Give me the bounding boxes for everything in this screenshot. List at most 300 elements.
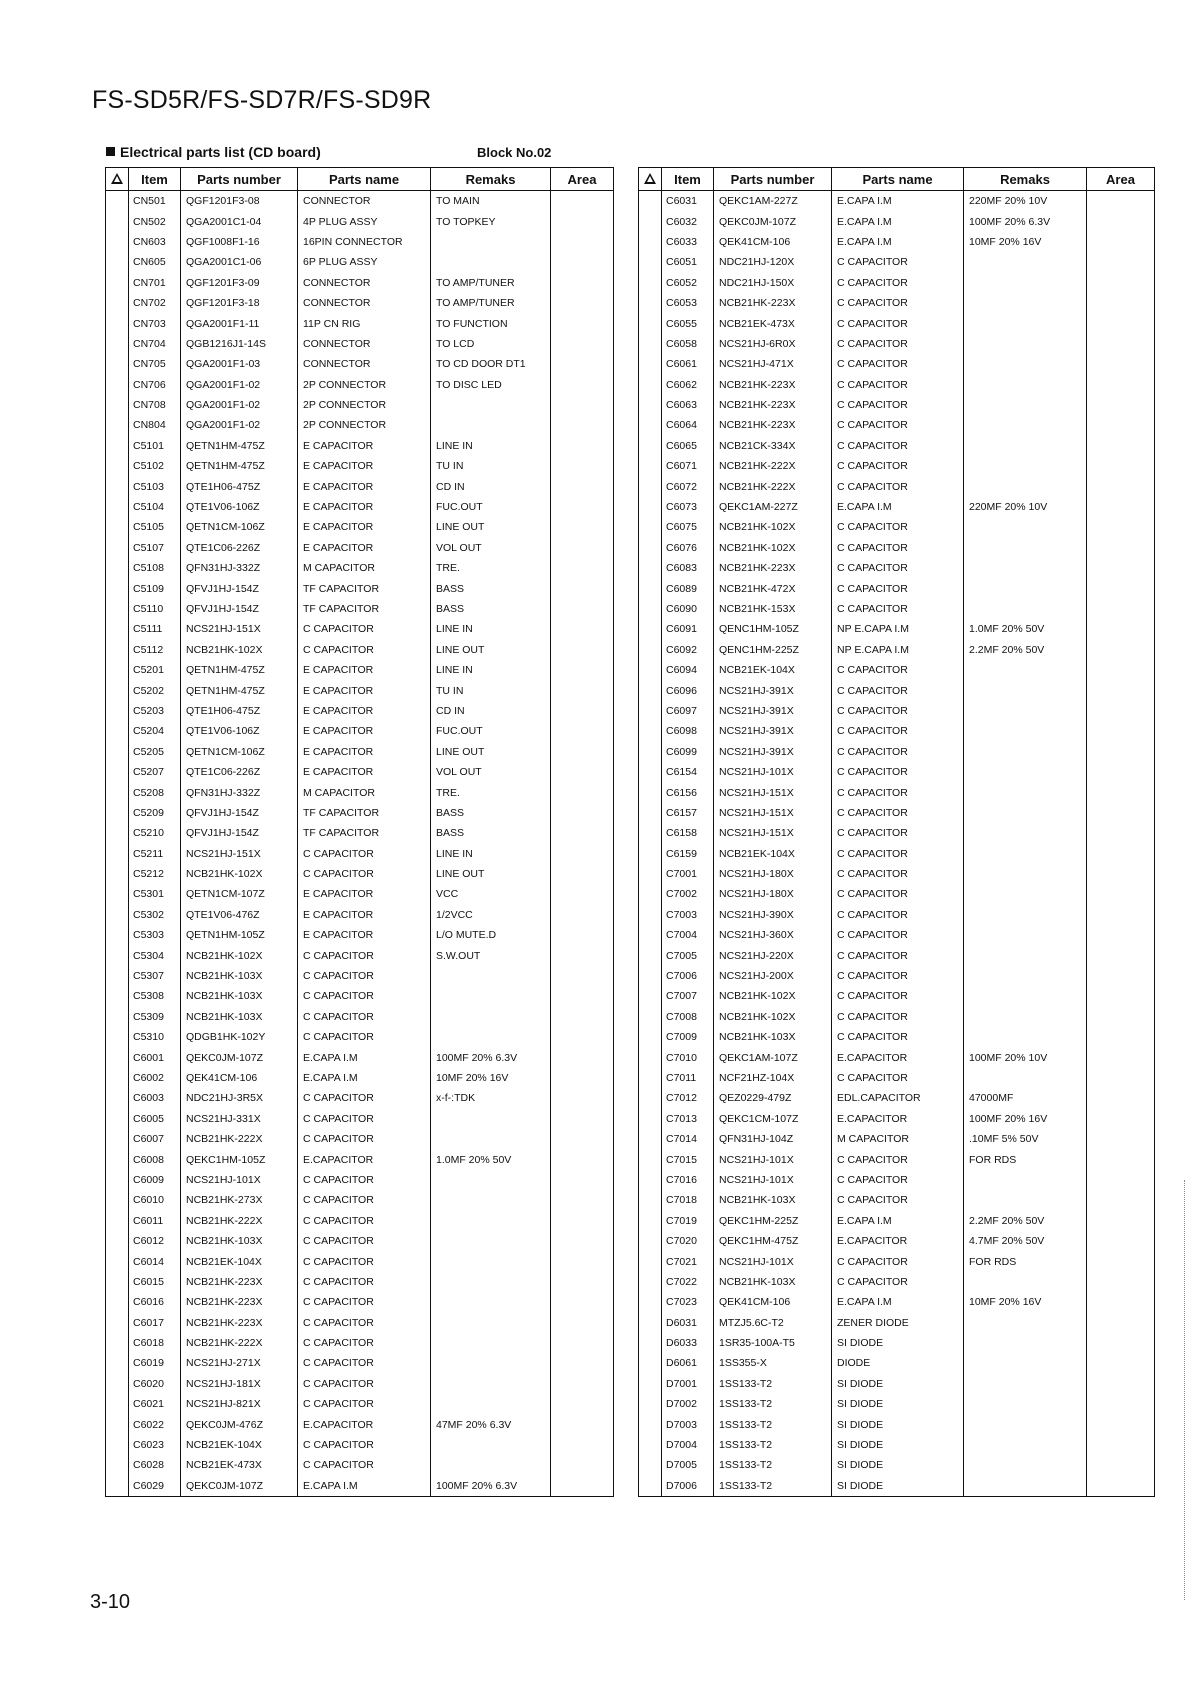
warning-cell xyxy=(106,680,129,700)
part-name-cell: C CAPACITOR xyxy=(832,538,964,558)
item-cell: C5308 xyxy=(129,986,181,1006)
remarks-cell: BASS xyxy=(431,578,551,598)
table-row xyxy=(639,1353,1155,1373)
part-number-cell: QEK41CM-106 xyxy=(181,1068,298,1088)
remarks-cell xyxy=(964,436,1087,456)
part-number-cell: NCS21HJ-151X xyxy=(714,823,832,843)
table-row xyxy=(639,1394,1155,1414)
table-row xyxy=(106,354,614,374)
warning-cell xyxy=(639,864,662,884)
item-cell: C7010 xyxy=(662,1047,714,1067)
parts-table-left xyxy=(105,167,614,1497)
area-cell xyxy=(1087,1231,1155,1251)
warning-cell xyxy=(639,1068,662,1088)
item-cell: C5209 xyxy=(129,803,181,823)
part-name-cell: C CAPACITOR xyxy=(298,1190,431,1210)
remarks-cell xyxy=(431,395,551,415)
part-name-cell: C CAPACITOR xyxy=(832,680,964,700)
part-number-cell: 1SS133-T2 xyxy=(714,1476,832,1497)
remarks-cell xyxy=(964,354,1087,374)
part-number-cell: QENC1HM-105Z xyxy=(714,619,832,639)
warning-cell xyxy=(106,1353,129,1373)
remarks-cell: LINE IN xyxy=(431,844,551,864)
remarks-cell xyxy=(964,1374,1087,1394)
part-number-cell: QEKC0JM-107Z xyxy=(714,211,832,231)
part-name-cell: E.CAPA I.M xyxy=(832,191,964,212)
part-name-cell: C CAPACITOR xyxy=(298,1170,431,1190)
remarks-cell: TO LCD xyxy=(431,334,551,354)
part-number-cell: NCB21HK-222X xyxy=(181,1129,298,1149)
part-number-cell: QGA2001F1-02 xyxy=(181,415,298,435)
warning-cell xyxy=(106,538,129,558)
model-title: FS-SD5R/FS-SD7R/FS-SD9R xyxy=(92,86,432,114)
area-cell xyxy=(551,252,614,272)
part-number-cell: NCB21HK-222X xyxy=(181,1333,298,1353)
remarks-cell xyxy=(431,1027,551,1047)
warning-cell xyxy=(106,619,129,639)
part-number-cell: NCS21HJ-821X xyxy=(181,1394,298,1414)
item-cell: C6092 xyxy=(662,640,714,660)
item-cell: C7014 xyxy=(662,1129,714,1149)
table-row xyxy=(106,456,614,476)
table-row xyxy=(106,1414,614,1434)
warning-cell xyxy=(106,293,129,313)
warning-cell xyxy=(106,1190,129,1210)
area-cell xyxy=(1087,905,1155,925)
remarks-cell xyxy=(431,1251,551,1271)
remarks-cell xyxy=(964,925,1087,945)
warning-cell xyxy=(639,599,662,619)
remarks-cell xyxy=(964,293,1087,313)
part-name-cell: SI DIODE xyxy=(832,1414,964,1434)
remarks-cell xyxy=(964,680,1087,700)
remarks-cell: 2.2MF 20% 50V xyxy=(964,1211,1087,1231)
remarks-cell: TO CD DOOR DT1 xyxy=(431,354,551,374)
warning-cell xyxy=(106,599,129,619)
area-cell xyxy=(551,1292,614,1312)
remarks-cell xyxy=(964,599,1087,619)
item-cell: C6156 xyxy=(662,782,714,802)
part-name-cell: C CAPACITOR xyxy=(832,925,964,945)
warning-column-header xyxy=(639,168,662,191)
part-name-cell: C CAPACITOR xyxy=(832,252,964,272)
part-name-cell: C CAPACITOR xyxy=(832,395,964,415)
item-cell: CN605 xyxy=(129,252,181,272)
item-cell: C6094 xyxy=(662,660,714,680)
area-cell xyxy=(551,1170,614,1190)
warning-cell xyxy=(106,354,129,374)
remarks-cell xyxy=(431,1170,551,1190)
table-row xyxy=(639,1088,1155,1108)
area-column-header: Area xyxy=(551,168,614,191)
remarks-cell: VCC xyxy=(431,884,551,904)
item-cell: C5111 xyxy=(129,619,181,639)
area-cell xyxy=(1087,436,1155,456)
part-number-cell: NCS21HJ-180X xyxy=(714,884,832,904)
item-cell: C6083 xyxy=(662,558,714,578)
area-cell xyxy=(1087,1149,1155,1169)
part-number-cell: QETN1HM-475Z xyxy=(181,456,298,476)
area-cell xyxy=(551,1149,614,1169)
part-number-cell: QTE1C06-226Z xyxy=(181,762,298,782)
part-number-cell: NCS21HJ-200X xyxy=(714,966,832,986)
part-name-cell: C CAPACITOR xyxy=(832,1251,964,1271)
part-name-cell: E CAPACITOR xyxy=(298,742,431,762)
remarks-cell: FOR RDS xyxy=(964,1149,1087,1169)
part-name-cell: E CAPACITOR xyxy=(298,701,431,721)
table-row xyxy=(639,1333,1155,1353)
area-cell xyxy=(551,211,614,231)
warning-cell xyxy=(106,334,129,354)
item-cell: C5304 xyxy=(129,945,181,965)
area-cell xyxy=(1087,1211,1155,1231)
warning-cell xyxy=(106,945,129,965)
item-cell: C6097 xyxy=(662,701,714,721)
item-cell: C6064 xyxy=(662,415,714,435)
item-cell: C5208 xyxy=(129,782,181,802)
item-cell: C6017 xyxy=(129,1312,181,1332)
warning-cell xyxy=(106,1047,129,1067)
remarks-cell: 1/2VCC xyxy=(431,905,551,925)
area-cell xyxy=(1087,1312,1155,1332)
warning-cell xyxy=(106,844,129,864)
area-cell xyxy=(1087,742,1155,762)
remarks-cell: 100MF 20% 6.3V xyxy=(964,211,1087,231)
part-number-cell: QEKC1HM-475Z xyxy=(714,1231,832,1251)
remarks-cell: TO DISC LED xyxy=(431,375,551,395)
table-row xyxy=(106,497,614,517)
part-name-cell: C CAPACITOR xyxy=(298,1088,431,1108)
part-name-cell: SI DIODE xyxy=(832,1455,964,1475)
part-name-cell: 6P PLUG ASSY xyxy=(298,252,431,272)
area-cell xyxy=(1087,1170,1155,1190)
remarks-cell xyxy=(431,1455,551,1475)
table-row xyxy=(106,803,614,823)
table-row xyxy=(106,844,614,864)
remarks-cell xyxy=(431,232,551,252)
table-row xyxy=(106,375,614,395)
part-number-cell: QGA2001C1-04 xyxy=(181,211,298,231)
part-number-cell: NCS21HJ-151X xyxy=(714,803,832,823)
item-cell: C5302 xyxy=(129,905,181,925)
part-name-cell: C CAPACITOR xyxy=(832,803,964,823)
part-number-cell: QETN1CM-106Z xyxy=(181,517,298,537)
part-name-cell: C CAPACITOR xyxy=(298,1312,431,1332)
part-number-cell: MTZJ5.6C-T2 xyxy=(714,1312,832,1332)
part-number-column-header: Parts number xyxy=(181,168,298,191)
area-cell xyxy=(551,884,614,904)
table-row xyxy=(106,558,614,578)
warning-cell xyxy=(639,1190,662,1210)
remarks-cell xyxy=(964,844,1087,864)
part-name-cell: C CAPACITOR xyxy=(298,1251,431,1271)
warning-cell xyxy=(106,273,129,293)
part-number-cell: NCB21HK-102X xyxy=(714,538,832,558)
part-name-cell: C CAPACITOR xyxy=(832,660,964,680)
warning-cell xyxy=(106,1292,129,1312)
area-cell xyxy=(1087,211,1155,231)
part-number-cell: NCB21HK-223X xyxy=(181,1272,298,1292)
table-row xyxy=(106,1455,614,1475)
part-name-cell: SI DIODE xyxy=(832,1333,964,1353)
warning-cell xyxy=(106,395,129,415)
remarks-cell: CD IN xyxy=(431,476,551,496)
part-name-cell: C CAPACITOR xyxy=(832,517,964,537)
remarks-cell xyxy=(431,1353,551,1373)
part-number-cell: NCS21HJ-390X xyxy=(714,905,832,925)
warning-cell xyxy=(639,782,662,802)
part-number-cell: NCS21HJ-360X xyxy=(714,925,832,945)
remarks-cell xyxy=(964,1190,1087,1210)
part-name-cell: TF CAPACITOR xyxy=(298,823,431,843)
area-column-header: Area xyxy=(1087,168,1155,191)
part-name-cell: C CAPACITOR xyxy=(832,313,964,333)
table-row xyxy=(106,1129,614,1149)
part-number-cell: QEK41CM-106 xyxy=(714,1292,832,1312)
item-cell: C6157 xyxy=(662,803,714,823)
remarks-cell xyxy=(431,1292,551,1312)
item-cell: C6015 xyxy=(129,1272,181,1292)
item-cell: CN704 xyxy=(129,334,181,354)
item-cell: CN502 xyxy=(129,211,181,231)
remarks-cell: VOL OUT xyxy=(431,538,551,558)
parts-table-right xyxy=(638,167,1155,1497)
item-cell: C6053 xyxy=(662,293,714,313)
area-cell xyxy=(551,742,614,762)
table-row xyxy=(639,1312,1155,1332)
item-cell: CN804 xyxy=(129,415,181,435)
warning-cell xyxy=(639,1251,662,1271)
part-name-cell: C CAPACITOR xyxy=(832,436,964,456)
part-name-cell: C CAPACITOR xyxy=(832,476,964,496)
part-number-cell: QFN31HJ-104Z xyxy=(714,1129,832,1149)
area-cell xyxy=(551,538,614,558)
part-name-cell: C CAPACITOR xyxy=(832,945,964,965)
item-cell: D7002 xyxy=(662,1394,714,1414)
part-number-cell: NCB21HK-223X xyxy=(714,558,832,578)
item-cell: C6029 xyxy=(129,1476,181,1497)
remarks-cell: VOL OUT xyxy=(431,762,551,782)
warning-cell xyxy=(106,721,129,741)
area-cell xyxy=(551,375,614,395)
remarks-cell: 10MF 20% 16V xyxy=(964,232,1087,252)
item-cell: C6028 xyxy=(129,1455,181,1475)
item-cell: C5101 xyxy=(129,436,181,456)
part-number-cell: NCB21HK-223X xyxy=(714,415,832,435)
part-name-cell: C CAPACITOR xyxy=(298,1231,431,1251)
warning-cell xyxy=(639,884,662,904)
remarks-cell xyxy=(431,1231,551,1251)
warning-cell xyxy=(639,1007,662,1027)
area-cell xyxy=(551,864,614,884)
table-row xyxy=(639,1170,1155,1190)
item-cell: C5109 xyxy=(129,578,181,598)
area-cell xyxy=(1087,395,1155,415)
table-row xyxy=(639,680,1155,700)
part-number-cell: NCS21HJ-101X xyxy=(714,1170,832,1190)
part-name-cell: E CAPACITOR xyxy=(298,476,431,496)
area-cell xyxy=(551,1088,614,1108)
part-number-cell: 1SS133-T2 xyxy=(714,1414,832,1434)
area-cell xyxy=(1087,1455,1155,1475)
table-row xyxy=(639,762,1155,782)
item-cell: C7009 xyxy=(662,1027,714,1047)
table-row xyxy=(106,1088,614,1108)
part-number-cell: NCB21HK-103X xyxy=(181,1231,298,1251)
item-cell: C6011 xyxy=(129,1211,181,1231)
table-row xyxy=(106,1068,614,1088)
warning-cell xyxy=(639,456,662,476)
table-row xyxy=(106,1231,614,1251)
area-cell xyxy=(551,436,614,456)
part-name-cell: 2P CONNECTOR xyxy=(298,415,431,435)
part-number-cell: QETN1HM-475Z xyxy=(181,680,298,700)
part-name-cell: E CAPACITOR xyxy=(298,497,431,517)
remarks-cell: TRE. xyxy=(431,782,551,802)
remarks-cell: L/O MUTE.D xyxy=(431,925,551,945)
remarks-cell xyxy=(431,986,551,1006)
area-cell xyxy=(1087,476,1155,496)
table-row xyxy=(639,1435,1155,1455)
part-name-cell: 11P CN RIG xyxy=(298,313,431,333)
table-row xyxy=(639,1007,1155,1027)
part-number-cell: NCS21HJ-151X xyxy=(714,782,832,802)
item-cell: C7006 xyxy=(662,966,714,986)
item-cell: D6031 xyxy=(662,1312,714,1332)
item-cell: C6055 xyxy=(662,313,714,333)
area-cell xyxy=(1087,456,1155,476)
remarks-cell: 100MF 20% 6.3V xyxy=(431,1476,551,1497)
table-row xyxy=(639,191,1155,212)
remarks-cell xyxy=(964,1476,1087,1497)
part-name-cell: C CAPACITOR xyxy=(832,456,964,476)
area-cell xyxy=(1087,1414,1155,1434)
warning-cell xyxy=(639,1129,662,1149)
warning-cell xyxy=(639,1211,662,1231)
area-cell xyxy=(1087,680,1155,700)
scan-edge-mark xyxy=(1184,1180,1187,1600)
part-name-cell: CONNECTOR xyxy=(298,354,431,374)
area-cell xyxy=(551,803,614,823)
warning-cell xyxy=(639,354,662,374)
part-number-cell: NCB21HK-102X xyxy=(181,640,298,660)
table-row xyxy=(106,211,614,231)
warning-cell xyxy=(639,803,662,823)
warning-cell xyxy=(639,1455,662,1475)
item-cell: C6032 xyxy=(662,211,714,231)
remarks-cell: x-f-:TDK xyxy=(431,1088,551,1108)
part-name-cell: E.CAPA I.M xyxy=(832,1292,964,1312)
area-cell xyxy=(1087,864,1155,884)
warning-cell xyxy=(639,721,662,741)
warning-cell xyxy=(106,1455,129,1475)
area-cell xyxy=(1087,558,1155,578)
warning-cell xyxy=(106,905,129,925)
part-name-cell: C CAPACITOR xyxy=(298,986,431,1006)
item-cell: C5307 xyxy=(129,966,181,986)
part-name-cell: C CAPACITOR xyxy=(832,721,964,741)
part-name-cell: E CAPACITOR xyxy=(298,925,431,945)
area-cell xyxy=(551,1027,614,1047)
section-subtitle: (CD board) xyxy=(248,144,321,160)
item-cell: C7023 xyxy=(662,1292,714,1312)
remarks-cell xyxy=(964,252,1087,272)
part-name-cell: E CAPACITOR xyxy=(298,538,431,558)
part-number-cell: 1SS355-X xyxy=(714,1353,832,1373)
warning-column-header xyxy=(106,168,129,191)
part-number-cell: QEK41CM-106 xyxy=(714,232,832,252)
block-number: Block No.02 xyxy=(477,145,552,160)
square-bullet-icon xyxy=(106,147,115,156)
warning-cell xyxy=(106,1211,129,1231)
item-cell: C6010 xyxy=(129,1190,181,1210)
area-cell xyxy=(1087,1007,1155,1027)
warning-cell xyxy=(106,1109,129,1129)
remarks-cell: 4.7MF 20% 50V xyxy=(964,1231,1087,1251)
area-cell xyxy=(1087,640,1155,660)
item-cell: C7012 xyxy=(662,1088,714,1108)
table-row xyxy=(106,762,614,782)
part-number-cell: NDC21HJ-120X xyxy=(714,252,832,272)
warning-cell xyxy=(639,680,662,700)
area-cell xyxy=(1087,1027,1155,1047)
warning-cell xyxy=(106,742,129,762)
area-cell xyxy=(551,1047,614,1067)
part-number-cell: NCS21HJ-391X xyxy=(714,721,832,741)
remarks-cell: FOR RDS xyxy=(964,1251,1087,1271)
area-cell xyxy=(551,701,614,721)
part-number-cell: NCB21HK-102X xyxy=(714,517,832,537)
part-name-cell: C CAPACITOR xyxy=(832,1149,964,1169)
table-row xyxy=(106,293,614,313)
item-cell: C7004 xyxy=(662,925,714,945)
part-number-cell: 1SR35-100A-T5 xyxy=(714,1333,832,1353)
item-cell: C5204 xyxy=(129,721,181,741)
item-cell: D7001 xyxy=(662,1374,714,1394)
table-row xyxy=(639,884,1155,904)
remarks-cell xyxy=(431,1109,551,1129)
part-number-cell: NCB21HK-223X xyxy=(714,293,832,313)
remarks-cell: 2.2MF 20% 50V xyxy=(964,640,1087,660)
table-row xyxy=(639,456,1155,476)
remarks-cell xyxy=(964,415,1087,435)
part-number-cell: NCB21HK-222X xyxy=(714,456,832,476)
area-cell xyxy=(551,1251,614,1271)
table-row xyxy=(106,925,614,945)
table-row xyxy=(106,1149,614,1169)
area-cell xyxy=(551,1455,614,1475)
part-number-cell: NCB21EK-104X xyxy=(714,844,832,864)
warning-cell xyxy=(106,558,129,578)
item-cell: C6073 xyxy=(662,497,714,517)
part-number-cell: NCS21HJ-391X xyxy=(714,701,832,721)
remarks-cell xyxy=(964,1272,1087,1292)
item-cell: C6003 xyxy=(129,1088,181,1108)
table-row xyxy=(639,558,1155,578)
part-name-cell: C CAPACITOR xyxy=(832,864,964,884)
area-cell xyxy=(1087,538,1155,558)
part-number-cell: NCS21HJ-151X xyxy=(181,844,298,864)
part-number-cell: QEKC0JM-107Z xyxy=(181,1047,298,1067)
warning-cell xyxy=(639,945,662,965)
remarks-cell xyxy=(964,966,1087,986)
part-name-cell: NP E.CAPA I.M xyxy=(832,640,964,660)
warning-cell xyxy=(639,1312,662,1332)
area-cell xyxy=(551,1312,614,1332)
area-cell xyxy=(1087,803,1155,823)
remarks-cell: 220MF 20% 10V xyxy=(964,497,1087,517)
part-name-cell: C CAPACITOR xyxy=(832,1190,964,1210)
